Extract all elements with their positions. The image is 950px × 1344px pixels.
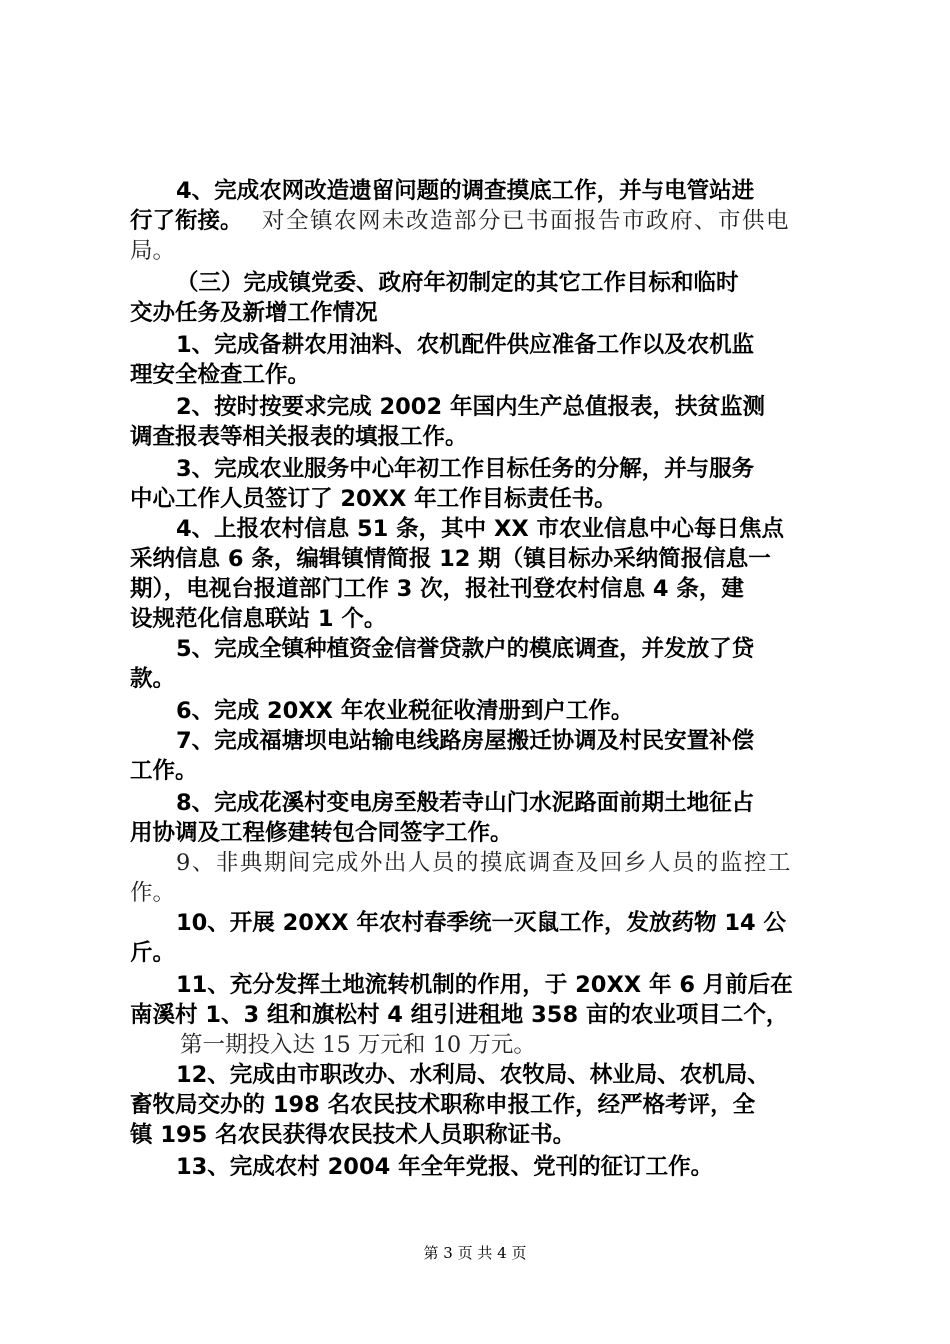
text-line: 4、完成农网改造遗留问题的调查摸底工作，并与电管站进	[176, 178, 755, 204]
text-line: 南溪村 1、3 组和旗松村 4 组引进租地 358 亩的农业项目二个，	[130, 1002, 789, 1028]
text-line: 采纳信息 6 条，编辑镇情简报 12 期（镇目标办采纳简报信息一	[130, 546, 771, 572]
text-line: 用协调及工程修建转包合同签字工作。	[130, 820, 513, 846]
text-line: 3、完成农业服务中心年初工作目标任务的分解，并与服务	[176, 456, 755, 482]
text-line: 4、上报农村信息 51 条，其中 XX 市农业信息中心每日焦点	[176, 516, 784, 542]
page-footer: 第 3 页 共 4 页	[423, 1244, 527, 1262]
text-line: 6、完成 20XX 年农业税征收清册到户工作。	[176, 698, 634, 724]
text-line: 11、充分发挥土地流转机制的作用，于 20XX 年 6 月前后在	[176, 972, 793, 998]
text-line: 斤。	[130, 940, 176, 966]
text-line: 作。	[130, 880, 176, 906]
text-line: 工作。	[130, 758, 198, 784]
text-line: 设规范化信息联站 1 个。	[130, 606, 387, 632]
text-line: 对全镇农网未改造部分已书面报告市政府、市供电	[262, 208, 791, 234]
text-line: 12、完成由市职改办、水利局、农牧局、林业局、农机局、	[176, 1062, 770, 1088]
text-line: 第一期投入达 15 万元和 10 万元。	[180, 1032, 536, 1058]
text-line: 局。	[130, 238, 176, 264]
text-line: 款。	[130, 666, 176, 692]
text-line: 5、完成全镇种植资金信誉贷款户的模底调查，并发放了贷	[176, 636, 755, 662]
text-line: 调查报表等相关报表的填报工作。	[130, 424, 468, 450]
section-heading: 交办任务及新增工作情况	[130, 300, 378, 326]
text-line: 2、按时按要求完成 2002 年国内生产总值报表，扶贫监测	[176, 394, 765, 420]
text-line: 8、完成花溪村变电房至般若寺山门水泥路面前期土地征占	[176, 790, 755, 816]
text-line: 理安全检查工作。	[130, 362, 311, 388]
text-line: 期），电视台报道部门工作 3 次，报社刊登农村信息 4 条，建	[130, 576, 744, 602]
section-heading: （三）完成镇党委、政府年初制定的其它工作目标和临时	[176, 270, 739, 296]
text-line: 9、非典期间完成外出人员的摸底调查及回乡人员的监控工	[176, 850, 792, 876]
text-line: 镇 195 名农民获得农民技术人员职称证书。	[130, 1122, 576, 1148]
text-line: 畜牧局交办的 198 名农民技术职称申报工作，经严格考评，全	[130, 1092, 756, 1118]
text-line: 7、完成福塘坝电站输电线路房屋搬迁协调及村民安置补偿	[176, 728, 755, 754]
text-line: 13、完成农村 2004 年全年党报、党刊的征订工作。	[176, 1154, 714, 1180]
text-line: 中心工作人员签订了 20XX 年工作目标责任书。	[130, 486, 617, 512]
text-line: 行了衔接。	[130, 208, 243, 234]
text-line: 10、开展 20XX 年农村春季统一灭鼠工作，发放药物 14 公	[176, 910, 786, 936]
text-line: 1、完成备耕农用油料、农机配件供应准备工作以及农机监	[176, 332, 755, 358]
